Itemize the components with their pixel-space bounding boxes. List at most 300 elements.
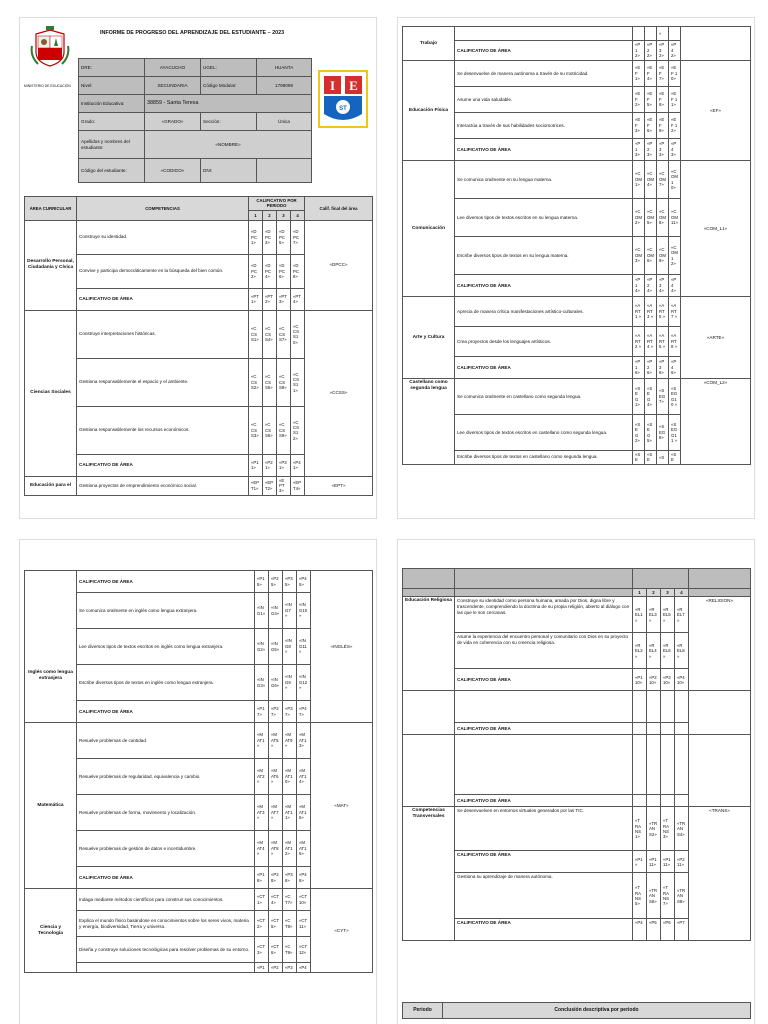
codigo-estudiante-label: Código del estudiante: (79, 159, 145, 183)
grade-cell: «M AT2 » (255, 759, 269, 795)
blank-cell (455, 691, 633, 723)
grade-cell: «IN G3» (255, 665, 269, 701)
grade-cell: «P4 5» (297, 571, 311, 593)
competencia: Indaga mediante métodos científicos para construir sus conocimientos. (77, 889, 255, 911)
grade-cell: «M AT3 » (255, 795, 269, 831)
grade-cell: «S (657, 451, 669, 465)
grade-cell: «P4 7» (297, 701, 311, 723)
header-area: ÁREA CURRICULAR (25, 197, 77, 221)
grade-cell: «C OM 9» (657, 237, 669, 275)
grade-cell: «P2 8» (269, 867, 283, 889)
competencia: Lee diversos tipos de textos escritos en su lengua materna. (455, 199, 633, 237)
competencia: Convive y participa democráticamente en la búsqueda del bien común. (77, 254, 249, 288)
final-grade: «MAT» (311, 723, 373, 889)
grade-cell: «CT 11» (297, 911, 311, 937)
grade-cell: «C OM 2» (633, 199, 645, 237)
grade-cell: «P3 1» (277, 454, 291, 476)
grade-cell: «EF 6» (645, 113, 657, 139)
calificativo-area: CALIFICATIVO DE ÁREA (455, 275, 633, 297)
area-arte: Arte y Cultura (403, 297, 455, 379)
grade-cell: «M AT1 0» (283, 759, 297, 795)
competencia: Explica el mundo físico basándose en conocimientos sobre los seres vivos, materia y energía, biodiversidad, Tierra y universo. (77, 911, 255, 937)
final-grade: «DPCC» (305, 220, 373, 310)
calificativo-area: CALIFICATIVO DE ÁREA (77, 701, 255, 723)
grade-cell: «EF 1» (633, 61, 645, 87)
grade-cell: «P3 2» (657, 41, 669, 61)
grade-cell: «SE G4» (645, 379, 657, 415)
grade-cell: «P3 10» (661, 669, 675, 691)
grade-cell: «P3 7» (283, 701, 297, 723)
grade-cell: «R EL1 » (633, 597, 647, 633)
grade-cell: «M AT9 » (283, 723, 297, 759)
grade-cell: «P1 10» (633, 669, 647, 691)
ugel-label: UGEL: (201, 59, 257, 77)
grade-cell: «P2 (269, 963, 283, 973)
grade-cell: «PT1» (249, 288, 263, 310)
grade-cell: «R EL7 » (675, 597, 689, 633)
grade-cell: «C CS S8» (277, 358, 291, 406)
grade-cell: «P2 5» (269, 571, 283, 593)
grade-cell: «P1 2» (633, 41, 645, 61)
grade-cell: «C CS S10» (291, 310, 305, 358)
grade-cell: «M AT1 6» (297, 831, 311, 867)
grade-cell: «C CS S7» (277, 310, 291, 358)
grade-cell (647, 795, 661, 807)
competencia: Resuelve problemas de forma, movimiento y localización. (77, 795, 255, 831)
header-blank (689, 569, 751, 589)
area-trabajo: Trabajo (403, 27, 455, 61)
grade-cell: «C T8» (283, 911, 297, 937)
grade-cell: «P5 (647, 919, 661, 941)
grade-cell: «CT 10» (297, 889, 311, 911)
grade-cell (633, 27, 645, 41)
grade-cell: «C CS S4» (263, 310, 277, 358)
grade-cell: «TR AN S2» (647, 807, 661, 851)
grade-cell: «C CS S1» (249, 310, 263, 358)
grade-cell: «P2 1» (263, 454, 277, 476)
grade-cell: «S EG G11 » (669, 415, 681, 451)
header-blank (403, 589, 455, 597)
grade-cell: «C T7» (283, 889, 297, 911)
grade-cell: «R EL6 » (661, 633, 675, 669)
grade-cell: «EF 9» (657, 113, 669, 139)
conclusion-header: Conclusión descriptiva por periodo (443, 1003, 751, 1019)
grade-cell: «T RA NS 1» (633, 807, 647, 851)
dre-label: DRE: (79, 59, 145, 77)
grade-cell (633, 795, 647, 807)
report-title: INFORME DE PROGRESO DEL APRENDIZAJE DEL ESTUDIANTE – 2023 (100, 30, 285, 36)
periodo-header: Periodo (403, 1003, 443, 1019)
grade-cell: «P3 4» (657, 275, 669, 297)
period-1: 1 (249, 210, 263, 220)
area-religion: Educación Religiosa (403, 597, 455, 691)
report-page-1 (20, 18, 376, 518)
grade-cell: «P3 8» (283, 867, 297, 889)
nombre-label: Apellidos y nombres del estudiante: (79, 131, 145, 159)
competencia: Resuelve problemas de gestión de datos e incertidumbre. (77, 831, 255, 867)
period-3: 3 (277, 210, 291, 220)
seccion-value: Única (257, 113, 312, 131)
competencia: Aprecia de manera crítica manifestaciones artístico-culturales. (455, 297, 633, 327)
grado-value: «GRADO» (145, 113, 201, 131)
grade-cell: «EP T1» (249, 476, 263, 495)
grade-cell: «M AT1 1» (283, 795, 297, 831)
area-ept: Educación para el (25, 476, 77, 495)
student-info-table (78, 58, 312, 183)
grade-cell: «CT 12» (297, 937, 311, 963)
grade-cell: «TR AN S8» (675, 873, 689, 919)
grade-cell: «D PC 3» (263, 220, 277, 254)
blank-area (403, 735, 455, 807)
grade-cell: «C OM 6» (645, 237, 657, 275)
grade-cell: «P1 6» (633, 357, 645, 379)
competencia: Se comunica oralmente en inglés como lengua extranjera. (77, 593, 255, 629)
grade-cell (633, 723, 647, 735)
competencia: Gestiona responsablemente el espacio y el ambiente. (77, 358, 249, 406)
grade-cell: «IN G1» (255, 593, 269, 629)
calificativo-area: CALIFICATIVO DE ÁREA (77, 454, 249, 476)
grade-cell: «P3 3» (657, 139, 669, 161)
grade-cell (675, 691, 689, 723)
grade-cell: «IN G10 » (297, 593, 311, 629)
grade-cell: «IN G5» (269, 629, 283, 665)
grade-cell: «IN G9 » (283, 665, 297, 701)
grade-cell (647, 691, 661, 723)
grade-cell: «A RT8 » (669, 327, 681, 357)
grade-cell: «A RT4 » (645, 327, 657, 357)
ie-label: Institución Educativa: (79, 95, 145, 113)
grade-cell: «CT 3» (255, 937, 269, 963)
grade-cell: «C OM 5» (645, 199, 657, 237)
grade-cell: «M AT1 4» (297, 759, 311, 795)
report-page-2 (398, 18, 754, 518)
grade-cell: «P1 3» (633, 139, 645, 161)
ministry-label: MINISTERIO DE EDUCACIÓN (24, 84, 71, 88)
grade-cell: «IN G12 » (297, 665, 311, 701)
grade-cell (647, 723, 661, 735)
grade-cell: «D PC 8» (291, 254, 305, 288)
grade-cell: «P3 5» (283, 571, 297, 593)
competencia: Gestiona proyectos de emprendimiento económico social. (77, 476, 249, 495)
grade-cell: «C OM 1» (633, 161, 645, 199)
grade-cell (661, 795, 675, 807)
final-grade: «INGLÉS» (311, 571, 373, 723)
grade-cell: «A RT2 » (633, 327, 645, 357)
grade-cell: «T RA NS 7» (661, 873, 675, 919)
area-castellano: Castellano como segunda lengua (403, 379, 455, 465)
grade-cell: «EF 5» (645, 87, 657, 113)
dre-value: AYACUCHO (145, 59, 201, 77)
grade-cell: «C OM 10» (669, 161, 681, 199)
competencia: Diseña y construye soluciones tecnológicas para resolver problemas de su entorno. (77, 937, 255, 963)
grade-cell: «R EL5 » (661, 597, 675, 633)
grade-cell: «EF 11» (669, 87, 681, 113)
final-grade: «TRANS» (689, 807, 751, 941)
grade-cell: «S EG G10 » (669, 379, 681, 415)
grade-cell: «CT 2» (255, 911, 269, 937)
calificativo-area: CALIFICATIVO DE ÁREA (455, 795, 633, 807)
grade-cell: «CT 1» (255, 889, 269, 911)
grade-cell: «T RA NS 5» (633, 873, 647, 919)
grade-cell: «IN G4» (269, 593, 283, 629)
nivel-value: SECUNDARIA (145, 77, 201, 95)
competencia: Gestiona responsablemente los recursos económicos. (77, 406, 249, 454)
grade-cell: «CT 4» (269, 889, 283, 911)
grade-cell: «A RT5 » (657, 297, 669, 327)
header-blank (455, 569, 633, 589)
grade-cell (647, 735, 661, 795)
grade-cell: «SE G1» (633, 379, 645, 415)
seccion-label: Sección: (201, 113, 257, 131)
calificativo-area: CALIFICATIVO DE ÁREA (455, 41, 633, 61)
period-4: 4 (675, 589, 689, 597)
competencia: Crea proyectos desde los lenguajes artísticos. (455, 327, 633, 357)
codigo-estudiante-value: «CODIGO» (145, 159, 201, 183)
grade-cell: «C CS S2» (249, 358, 263, 406)
grade-cell: «P4 3» (669, 139, 681, 161)
competencia: Resuelve problemas de regularidad, equivalencia y cambio. (77, 759, 255, 795)
grade-cell: «D PC 6» (277, 254, 291, 288)
grade-cell: «P1 (255, 963, 269, 973)
grade-cell: «P4 (633, 919, 647, 941)
grade-cell: «SE (645, 451, 657, 465)
grade-cell: «P2 2» (645, 41, 657, 61)
grades-table-1 (24, 196, 373, 496)
blank-cell (455, 27, 633, 41)
grade-cell: «P1 11» (647, 851, 661, 873)
grade-cell: «D PC 4» (263, 254, 277, 288)
grade-cell (645, 27, 657, 41)
grade-cell: «D PC 5» (277, 220, 291, 254)
grade-cell: «C CS S9» (277, 406, 291, 454)
period-1: 1 (633, 589, 647, 597)
competencia: Construye su identidad. (77, 220, 249, 254)
period-4: 4 (291, 210, 305, 220)
grade-cell: «IN G7 » (283, 593, 297, 629)
peru-coat-of-arms-icon (30, 26, 70, 70)
area-ingles: Inglés como lengua extranjera (25, 571, 77, 723)
svg-text:I: I (329, 78, 336, 93)
grade-cell (633, 691, 647, 723)
school-logo-icon (318, 70, 368, 128)
grado-label: Grado: (79, 113, 145, 131)
competencia: Construye su identidad como persona humana, amada por Dios, digna libre y trascendente, comprendiendo la doctrina de su propia religión, abierto al diálogo con las que le son cercanas. (455, 597, 633, 633)
grade-cell: «SE (633, 451, 645, 465)
area-transversales: Competencias Transversales (403, 807, 455, 941)
grade-cell: «IN G2» (255, 629, 269, 665)
competencia: Asume la experiencia del encuentro personal y comunitario con Dios en su proyecto de vida en coherencia con su creencia religiosa. (455, 633, 633, 669)
grade-cell: «EF 12» (669, 113, 681, 139)
header-blank (689, 589, 751, 597)
final-grade (689, 691, 751, 735)
grade-cell: «PT3» (277, 288, 291, 310)
grade-cell: «M AT1 2» (283, 831, 297, 867)
report-page-4 (398, 540, 754, 1024)
final-grade: «CYT» (311, 889, 373, 973)
grade-cell: «A RT7 » (669, 297, 681, 327)
grade-cell: «SE G2» (633, 415, 645, 451)
competencia: Interactúa a través de sus habilidades sociomotrices. (455, 113, 633, 139)
grade-cell: «M AT6 » (269, 759, 283, 795)
grade-cell: «P2 6» (645, 357, 657, 379)
calificativo-area: CALIFICATIVO DE ÁREA (455, 723, 633, 735)
grade-cell: «P4 1» (291, 454, 305, 476)
grade-cell: «C CS S5» (263, 358, 277, 406)
grade-cell (661, 691, 675, 723)
grade-cell: «P4 8» (297, 867, 311, 889)
codigo-modular-value: 1798099 (257, 77, 312, 95)
grade-cell: «C CS S6» (263, 406, 277, 454)
grade-cell: «P4 10» (675, 669, 689, 691)
calificativo-area: CALIFICATIVO DE ÁREA (77, 288, 249, 310)
grade-cell: «TR AN S4» (675, 807, 689, 851)
grade-cell: «IN G11 » (297, 629, 311, 665)
grades-table-3 (24, 570, 373, 973)
grade-cell: «C T9» (283, 937, 297, 963)
grade-cell: «R EL3 » (647, 597, 661, 633)
final-grade: «CCSS» (305, 310, 373, 476)
area-comunicacion: Comunicación (403, 161, 455, 297)
grade-cell: «EP T2» (263, 476, 277, 495)
header-blank (633, 569, 689, 589)
grade-cell: «P4 2» (669, 41, 681, 61)
grade-cell: «P3 (283, 963, 297, 973)
grade-cell: «R EL4 » (647, 633, 661, 669)
grade-cell: «C OM 3» (633, 237, 645, 275)
grade-cell: «T RA NS 3» (661, 807, 675, 851)
grade-cell: «M AT5 » (269, 723, 283, 759)
blank-area (403, 691, 455, 735)
grade-cell: «C OM 4» (645, 161, 657, 199)
calificativo-area: CALIFICATIVO DE ÁREA (455, 851, 633, 873)
grade-cell: «IN G8 » (283, 629, 297, 665)
grade-cell: «P2 4» (645, 275, 657, 297)
grade-cell: «A RT6 » (657, 327, 669, 357)
grade-cell: «S EG 7» (657, 379, 669, 415)
competencia: Lee diversos tipos de textos escritos en castellano como segunda lengua. (455, 415, 633, 451)
grade-cell: «P4 (297, 963, 311, 973)
grade-cell: «SE (669, 451, 681, 465)
grade-cell: «PT2» (263, 288, 277, 310)
calificativo-area: CALIFICATIVO DE ÁREA (77, 867, 255, 889)
grade-cell: «P1 » (633, 851, 647, 873)
final-grade: «ARTE» (681, 297, 751, 379)
grade-cell: «P7 (675, 919, 689, 941)
final-grade (681, 27, 751, 61)
nombre-value: «NOMBRE» (145, 131, 312, 159)
grade-cell: «PT4» (291, 288, 305, 310)
dni-value (257, 159, 312, 183)
grade-cell: «P2 11» (675, 851, 689, 873)
report-page-3 (20, 540, 376, 1024)
competencia: Se desenvuelve de manera autónoma a través de su motricidad. (455, 61, 633, 87)
grade-cell: «P4 4» (669, 275, 681, 297)
period-2: 2 (647, 589, 661, 597)
codigo-modular-label: Código Modular: (201, 77, 257, 95)
grade-cell (661, 723, 675, 735)
grade-cell: «IN G6» (269, 665, 283, 701)
grade-cell: «P3 6» (657, 357, 669, 379)
ugel-value: HUANTA (257, 59, 312, 77)
period-3: 3 (661, 589, 675, 597)
grade-cell: «A RT1 » (633, 297, 645, 327)
competencia: Escribe diversos tipos de textos en castellano como segunda lengua. (455, 451, 633, 465)
area-ccss: Ciencias Sociales (25, 310, 77, 476)
svg-text:E: E (349, 78, 358, 93)
grade-cell (633, 735, 647, 795)
grade-cell: «EP T4» (291, 476, 305, 495)
blank-cell (455, 735, 633, 795)
header-competencias: COMPETENCIAS (77, 197, 249, 221)
grade-cell: «EF 7» (657, 61, 669, 87)
calificativo-area: CALIFICATIVO DE ÁREA (455, 357, 633, 379)
grade-cell: «M AT8 » (269, 831, 283, 867)
competencia (77, 963, 255, 973)
grade-cell: «P2 3» (645, 139, 657, 161)
area-dpcc: Desarrollo Personal, Ciudadanía y Cívica (25, 220, 77, 310)
grade-cell: «E PT3» (277, 476, 291, 495)
grade-cell: «CT 5» (269, 911, 283, 937)
header-blank (403, 569, 455, 589)
competencia: Resuelve problemas de cantidad. (77, 723, 255, 759)
grades-table-4 (402, 568, 751, 941)
grade-cell: «M AT4 » (255, 831, 269, 867)
grade-cell: «S EG 8» (657, 415, 669, 451)
nivel-label: Nivel: (79, 77, 145, 95)
grade-cell: «A RT3 » (645, 297, 657, 327)
grade-cell: «M AT1 5» (297, 795, 311, 831)
final-grade: «COM_L2» (681, 379, 751, 465)
grade-cell: «C OM 11» (669, 199, 681, 237)
final-grade: «COM_L1» (681, 161, 751, 297)
grade-cell: «P2 7» (269, 701, 283, 723)
calificativo-area: CALIFICATIVO DE ÁREA (455, 669, 633, 691)
grade-cell (675, 795, 689, 807)
calificativo-area: CALIFICATIVO DE ÁREA (455, 919, 633, 941)
competencia: Se comunica oralmente en su lengua materna. (455, 161, 633, 199)
grade-cell: «EF 10» (669, 61, 681, 87)
final-grade: «EF» (681, 61, 751, 161)
grade-cell: «C CS S11» (291, 358, 305, 406)
competencia: Escribe diversos tipos de textos en su lengua materna. (455, 237, 633, 275)
grade-cell: «EF 2» (633, 87, 645, 113)
competencia: Construye interpretaciones históricas. (77, 310, 249, 358)
calificativo-area: CALIFICATIVO DE ÁREA (455, 139, 633, 161)
grade-cell: «P1 11» (661, 851, 675, 873)
grade-cell: «R EL8 » (675, 633, 689, 669)
final-grade: «EPT» (305, 476, 373, 495)
grade-cell: «D PC 2» (249, 254, 263, 288)
grade-cell: «CT 6» (269, 937, 283, 963)
period-2: 2 (263, 210, 277, 220)
grade-cell: «P2 10» (647, 669, 661, 691)
header-blank (455, 589, 633, 597)
grade-cell: » (657, 27, 669, 41)
grade-cell: «P1 8» (255, 867, 269, 889)
grade-cell (669, 27, 681, 41)
grades-table-2 (402, 26, 751, 465)
grade-cell: «C CS S3» (249, 406, 263, 454)
header-final: Calif. final del área (305, 197, 373, 221)
grade-cell: «P1 4» (633, 275, 645, 297)
competencia: Asume una vida saludable. (455, 87, 633, 113)
calificativo-area: CALIFICATIVO DE ÁREA (77, 571, 255, 593)
ie-value: 38859 - Santa Teresa (145, 95, 312, 113)
area-matematica: Matemática (25, 723, 77, 889)
svg-text:ST: ST (339, 106, 347, 112)
final-grade (689, 735, 751, 807)
area-ciencia: Ciencia y Tecnología (25, 889, 77, 973)
